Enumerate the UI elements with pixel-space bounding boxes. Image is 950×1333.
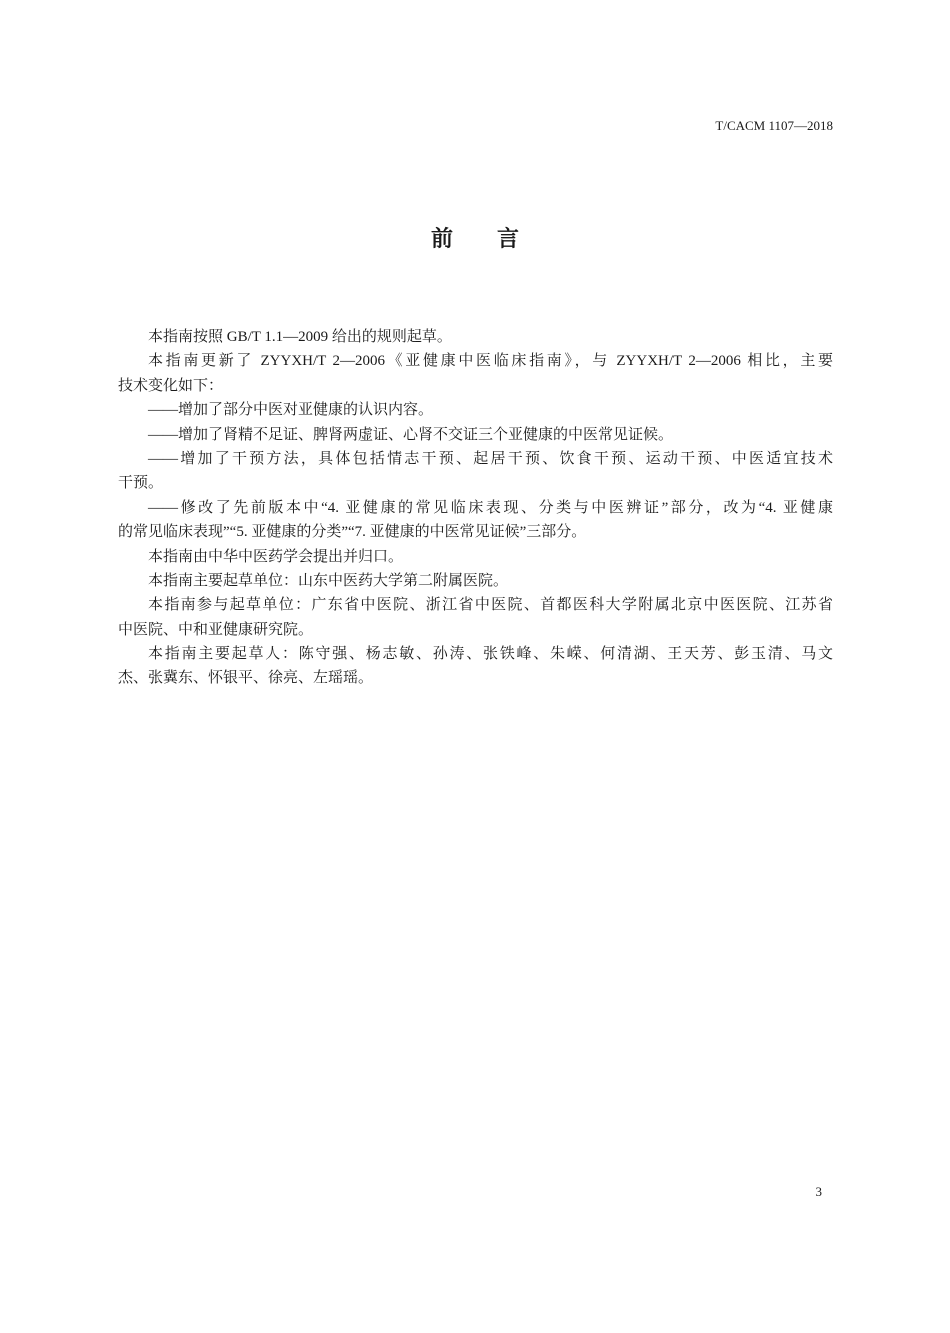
paragraph-line: ——修改了先前版本中“4. 亚健康的常见临床表现、分类与中医辨证”部分，改为“4. 亚健康 xyxy=(148,499,833,516)
page-title: 前 言 xyxy=(430,227,519,252)
paragraph xyxy=(118,642,833,691)
paragraph-line: 本指南参与起草单位：广东省中医院、浙江省中医院、首都医科大学附属北京中医医院、江苏省 xyxy=(148,597,833,614)
paragraph-line: ——增加了部分中医对亚健康的认识内容。 xyxy=(148,402,434,419)
list-item xyxy=(118,447,833,496)
paragraph-line: 杰、张冀东、怀银平、徐亮、左瑶瑶。 xyxy=(118,670,374,687)
paragraph-line: 本指南由中华中医药学会提出并归口。 xyxy=(148,548,404,565)
paragraph xyxy=(118,349,833,398)
list-item xyxy=(118,423,833,447)
paragraph-line: 干预。 xyxy=(118,475,164,492)
paragraph-line: 本指南主要起草人：陈守强、杨志敏、孙涛、张铁峰、朱嵘、何清湖、王天芳、彭玉清、马文 xyxy=(148,646,833,663)
paragraph-line: 的常见临床表现”“5. 亚健康的分类”“7. 亚健康的中医常见证候”三部分。 xyxy=(118,524,587,541)
list-item xyxy=(118,496,833,545)
paragraph-line: 本指南主要起草单位：山东中医药大学第二附属医院。 xyxy=(148,572,509,589)
paragraph-line: ——增加了肾精不足证、脾肾两虚证、心肾不交证三个亚健康的中医常见证候。 xyxy=(148,426,674,443)
paragraph xyxy=(118,545,833,569)
paragraph-line: 本指南更新了 ZYYXH/T 2—2006《亚健康中医临床指南》，与 ZYYXH/T 2—2006 相比，主要 xyxy=(148,353,833,370)
paragraph-line: ——增加了干预方法，具体包括情志干预、起居干预、饮食干预、运动干预、中医适宜技术 xyxy=(148,450,833,467)
paragraph-line: 技术变化如下： xyxy=(118,377,224,394)
paragraph xyxy=(118,325,833,349)
paragraph-line: 本指南按照 GB/T 1.1—2009 给出的规则起草。 xyxy=(148,329,452,345)
paragraph-line: 中医院、中和亚健康研究院。 xyxy=(118,621,314,638)
page-number: 3 xyxy=(815,1184,822,1199)
paragraph xyxy=(118,569,833,593)
list-item xyxy=(118,398,833,422)
paragraph xyxy=(118,593,833,642)
foreword-body xyxy=(118,325,833,691)
document-code-header: T/CACM 1107—2018 xyxy=(715,118,833,133)
